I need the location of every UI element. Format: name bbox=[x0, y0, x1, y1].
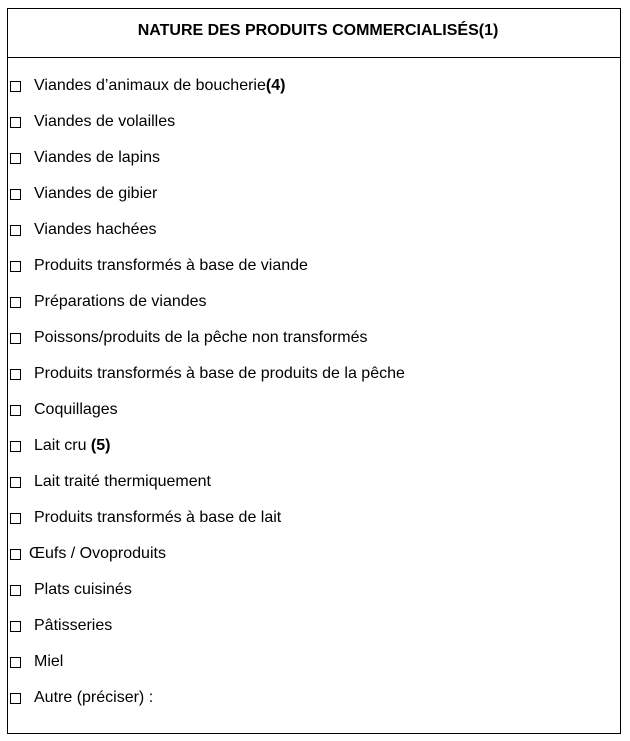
item-label: Viandes hachées bbox=[34, 221, 157, 238]
checkbox[interactable] bbox=[10, 261, 21, 272]
checkbox[interactable] bbox=[10, 441, 21, 452]
checklist-item-viandes-volailles[interactable] bbox=[10, 104, 405, 140]
checkbox[interactable] bbox=[10, 477, 21, 488]
checklist-item-produits-peche[interactable] bbox=[10, 356, 405, 392]
header-title bbox=[138, 22, 499, 40]
header-note: (1) bbox=[478, 22, 499, 39]
checklist-item-preparations-viandes[interactable] bbox=[10, 284, 405, 320]
checkbox[interactable] bbox=[10, 621, 21, 632]
checklist-item-patisseries[interactable] bbox=[10, 608, 405, 644]
item-label: Lait cru bbox=[34, 437, 91, 454]
checkbox[interactable] bbox=[10, 405, 21, 416]
checkbox[interactable] bbox=[10, 333, 21, 344]
checklist-item-viandes-gibier[interactable] bbox=[10, 176, 405, 212]
checkbox[interactable] bbox=[10, 657, 21, 668]
item-note: (4) bbox=[265, 77, 286, 94]
checklist-item-lait-traite[interactable] bbox=[10, 464, 405, 500]
checkbox[interactable] bbox=[10, 81, 21, 92]
item-label: Autre (préciser) : bbox=[34, 689, 154, 706]
item-label: Miel bbox=[34, 653, 64, 670]
item-label: Produits transformés à base de viande bbox=[34, 257, 308, 274]
checklist-item-viandes-hachees[interactable] bbox=[10, 212, 405, 248]
checkbox[interactable] bbox=[10, 369, 21, 380]
product-checklist bbox=[10, 68, 405, 716]
checklist-item-viandes-lapins[interactable] bbox=[10, 140, 405, 176]
checklist-item-produits-lait[interactable] bbox=[10, 500, 405, 536]
item-label: Produits transformés à base de produits de la pêche bbox=[34, 365, 405, 382]
checkbox[interactable] bbox=[10, 225, 21, 236]
checklist-item-autre[interactable] bbox=[10, 680, 405, 716]
checkbox[interactable] bbox=[10, 189, 21, 200]
checklist-item-plats-cuisines[interactable] bbox=[10, 572, 405, 608]
header-title-text: NATURE DES PRODUITS COMMERCIALISÉS bbox=[137, 22, 479, 39]
checkbox[interactable] bbox=[10, 117, 21, 128]
item-label: Viandes de lapins bbox=[34, 149, 161, 166]
checklist-item-coquillages[interactable] bbox=[10, 392, 405, 428]
checklist-item-lait-cru[interactable] bbox=[10, 428, 405, 464]
checkbox[interactable] bbox=[10, 693, 21, 704]
item-label: Viandes d’animaux de boucherie bbox=[34, 77, 266, 94]
item-label: Poissons/produits de la pêche non transformés bbox=[34, 329, 368, 346]
checklist-item-viandes-boucherie[interactable] bbox=[10, 68, 405, 104]
item-label: Pâtisseries bbox=[34, 617, 113, 634]
item-label: Viandes de volailles bbox=[34, 113, 176, 130]
checkbox[interactable] bbox=[10, 513, 21, 524]
checkbox[interactable] bbox=[10, 585, 21, 596]
checklist-item-miel[interactable] bbox=[10, 644, 405, 680]
item-label: Œufs / Ovoproduits bbox=[29, 545, 166, 562]
checklist-item-oeufs[interactable] bbox=[10, 536, 405, 572]
item-note: (5) bbox=[90, 437, 111, 454]
checkbox[interactable] bbox=[10, 153, 21, 164]
item-label: Produits transformés à base de lait bbox=[34, 509, 282, 526]
checklist-item-poissons[interactable] bbox=[10, 320, 405, 356]
checkbox[interactable] bbox=[10, 297, 21, 308]
item-label: Coquillages bbox=[34, 401, 118, 418]
item-label: Préparations de viandes bbox=[34, 293, 207, 310]
checklist-item-produits-viande[interactable] bbox=[10, 248, 405, 284]
item-label: Plats cuisinés bbox=[34, 581, 132, 598]
table-header bbox=[8, 9, 620, 58]
item-label: Lait traité thermiquement bbox=[34, 473, 211, 490]
item-label: Viandes de gibier bbox=[34, 185, 158, 202]
checkbox[interactable] bbox=[10, 549, 21, 560]
